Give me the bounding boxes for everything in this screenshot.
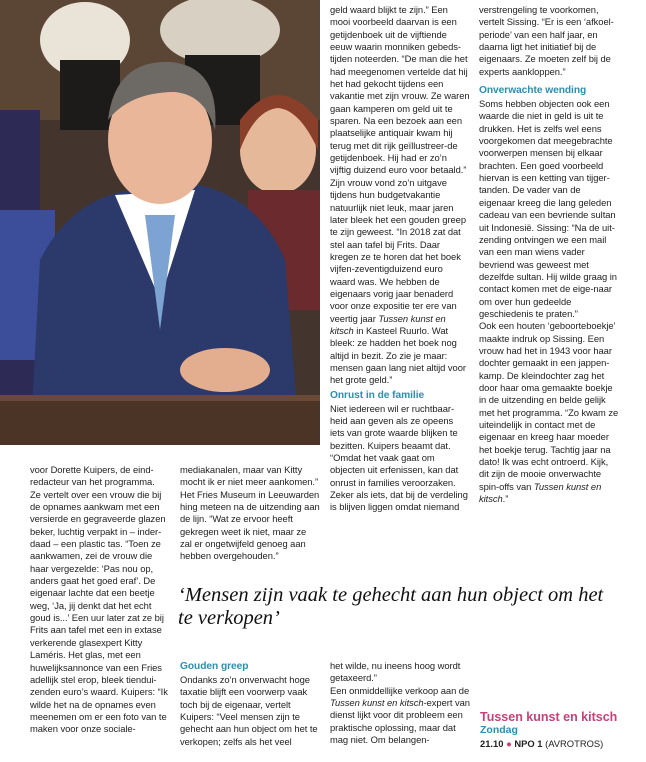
subheading: Onverwachte wending [479, 85, 587, 97]
paragraph: Niet iedereen wil er ruchtbaar-heid aan geven als ze opeens iets van grote waarde blijken te bezitten. Kuipers beaamt dat. “Omdat het vaak gaat om objecten uit erfenissen, kan dat onrust in families veroorzaken. Zeker als iets, dat bij de verdeling is blijven liggen omdat niemand [330, 402, 468, 513]
paragraph [330, 4, 470, 387]
paragraph: mediakanalen, maar van Kitty mocht ik er niet meer aankomen.” Het Fries Museum in Leeuwarden hing meteen na de uitzending aan de lijn. “Wat ze ervoor heeft gekregen weet ik niet, maar ze zal er ongetwijfeld genoeg aan hebben overgehouden.” [180, 464, 320, 562]
channel: NPO 1 [514, 738, 543, 749]
paragraph: Ondanks zo’n onverwacht hoge taxatie blijft een voorwerp vaak toch bij de eigenaar, vertelt Kuipers: “Veel mensen zijn te gehecht aan hun object om het te verkopen; zelfs als het veel [180, 674, 318, 747]
text: .” [502, 493, 509, 505]
program-title: Tussen kunst en kitsch [480, 710, 618, 724]
column-4-top [330, 4, 470, 514]
paragraph [330, 685, 470, 747]
text: -expert van dienst lijkt voor dit probleem een praktische oplossing, maar dat mag niet. Om belangen- [330, 697, 470, 746]
paragraph: verstrengeling te voorkomen, vertelt Sissing. “Er is een ‘afkoel-periode’ van een half jaar, en daarna ligt het initiatief bij de eigenaars. Ze moeten zelf bij de experts aankloppen.” [479, 4, 614, 77]
column-5 [479, 4, 619, 505]
pull-quote: ‘Mensen zijn vaak te gehecht aan hun object om het te verkopen’ [178, 584, 604, 629]
bullet-icon: ● [506, 738, 512, 749]
text: in Kasteel Ruurlo. Wat bleek: ze hadden het boek nog altijd in bezit. Zo zie je maar: mensen gaan lang niet altijd voor het grote geld.” [330, 324, 466, 386]
time: 21.10 [480, 738, 504, 749]
text: Ook een houten ‘geboorteboekje’ maakte indruk op Sissing. Een vrouw had het in 1943 voor haar dochter gemaakt in een jappen-kamp. De kleindochter zag het door haar oma gemaakte boekje in de uitzending en belde gelijk met het programma. “Zo kwam ze uiteindelijk in contact met de eigenaar en kreeg haar moeder het boekje terug. Tachtig jaar na dato! Ik was echt ontroerd. Kijk, dit zijn de mooie onverwachte spin-offs van [479, 320, 619, 492]
text: geld waard blijkt te zijn.” Een mooi voorbeeld daarvan is een getijdenboek uit de vijftiende eeuw waarin monniken gebeds-tijden noteerden. “De man die het had meegenomen vertelde dat hij het had gekocht tijdens een vakantie met zijn vrouw. Ze waren gaan kamperen om geld uit te sparen. Na een bezoek aan een plaatselijke antiquair kwam hij terug met dit rijk geïllustreer-de getijdenboek. Hij had er zo’n vijftig duizend euro voor betaald.” Zijn vrouw vond zo’n uitgave tijdens hun budgetvakantie natuurlijk niet leuk, maar jaren later bleek het een gouden greep te zijn geweest. “In 2018 zat dat stel aan tafel bij Frits. Daar kregen ze te horen dat het boek vijfen-zeventigduizend euro waard was. We hebben de eigenaars vorig jaar benaderd voor onze expositie ter ere van veertig jaar [330, 4, 470, 324]
column-2-top [180, 464, 320, 563]
subheading: Onrust in de familie [330, 389, 425, 401]
column-2-bottom [180, 660, 320, 748]
paragraph: voor Dorette Kuipers, de eind-redacteur van het programma. Ze vertelt over een vrouw die bij de opnames aankwam met een versierde en gegraveerde glazen beker, luchtig verpakt in – inder-daad – een plastic tas. “Toen ze aankwamen, zei de vrouw die haar vergezelde: ‘Pas nou op, anders gaat het goed eraf’. De eigenaar lachte dat een beetje weg, ‘Ja, jij denkt dat het echt goud is...’ Een uur later zat ze bij Frits aan tafel met een in extase verkerende glasexpert Kitty Laméris. Het glas, met een huwelijksannonce van een Fries adellijk stel erop, bleek tiendui-zenden euro’s waard. Kuipers: “Ik wilde het na de opnames even meenemen om er een foto van te maken voor onze sociale- [30, 464, 168, 735]
program-name: Tussen kunst en kitsch [330, 312, 446, 336]
program-day: Zondag [480, 724, 518, 736]
paragraph [479, 320, 619, 505]
program-name: Tussen kunst en kitsch [330, 697, 424, 709]
column-3-bottom [330, 660, 470, 746]
text: Een onmiddellijke verkoop aan de [330, 684, 470, 696]
paragraph: Soms hebben objecten ook een waarde die niet in geld is uit te drukken. Het is zelfs wel eens voorgekomen dat meegebrachte voorwerpen mensen bij elkaar brachten. Een goed voorbeeld hiervan is een ketting van tijger-tanden. De vader van de eigenaar kreeg die lang geleden cadeau van een bevriende sultan uit Indonesië. Sissing: “Na de uit-zending ontvingen we een mail van een man wiens vader bevriend was geweest met dezelfde sultan. Hij wilde graag in contact komen met de eige-naar om over hun gedeelde geschiedenis te praten.” [479, 98, 617, 319]
paragraph: het wilde, nu ineens hoog wordt getaxeerd.” [330, 660, 461, 684]
column-1 [30, 464, 168, 736]
subheading: Gouden greep [180, 661, 249, 672]
program-name: Tussen kunst en kitsch [479, 480, 602, 505]
broadcaster: (AVROTROS) [545, 738, 604, 749]
program-time [480, 738, 603, 749]
photo-illustration [0, 0, 320, 445]
article-photo [0, 0, 320, 445]
